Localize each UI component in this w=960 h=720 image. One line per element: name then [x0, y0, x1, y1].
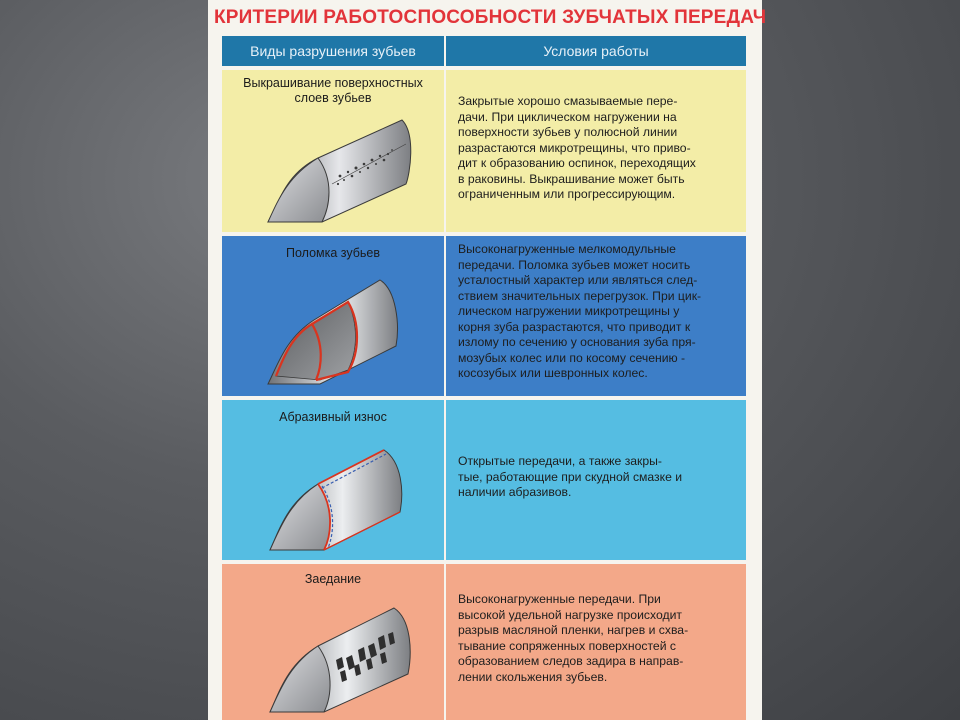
row4-desc-line: Высоконагруженные передачи. При	[458, 592, 661, 606]
row4-label: Заедание	[304, 572, 362, 586]
row1-damage-cell	[222, 70, 444, 232]
row2-desc-line: ствием значительных перегрузок. При цик-	[458, 288, 702, 303]
row2-desc-line: корня зуба разрастаются, что приводит к	[458, 319, 691, 334]
row2-desc-line: излому по сечению у основания зуба пря-	[458, 335, 696, 349]
row1-desc-line: дачи. При циклическом нагружении на	[458, 109, 677, 124]
row1-desc-line: Закрытые хорошо смазываемые пере-	[458, 94, 678, 108]
row2-desc-line: мозубых колес или по косому сечению -	[458, 350, 686, 365]
row1-label-line1: Выкрашивание поверхностных	[243, 76, 423, 90]
row3-label: Абразивный износ	[279, 410, 387, 424]
row1-conditions-cell	[446, 70, 746, 232]
row2-desc-line: лическом нагружении микротрещины у	[458, 304, 680, 318]
row2-damage-cell	[222, 236, 444, 396]
row1-description	[458, 94, 734, 203]
row2-desc-line: передачи. Поломка зубьев может носить	[458, 257, 691, 272]
row2-desc-line: косозубых или шевронных колес.	[458, 366, 648, 380]
worn-tooth-illustration	[262, 442, 432, 554]
row3-description	[458, 454, 734, 501]
row4-desc-line: лении скольжения зубьев.	[458, 669, 608, 684]
row1-desc-line: в раковины. Выкрашивание может быть	[458, 171, 685, 186]
row2-label: Поломка зубьев	[285, 246, 381, 260]
row4-desc-line: разрыв масляной пленки, нагрев и схва-	[458, 623, 689, 637]
row1-desc-line: ограниченным или прогрессирующим.	[458, 187, 676, 201]
row4-conditions-cell	[446, 564, 746, 720]
row4-desc-line: высокой удельной нагрузке происходит	[458, 607, 682, 622]
row3-desc-line: наличии абразивов.	[458, 485, 572, 499]
row1-desc-line: дит к образованию оспинок, переходящих	[458, 156, 696, 170]
row2-desc-line: усталостный характер или являться след-	[458, 273, 698, 287]
row2-desc-line: Высоконагруженные мелкомодульные	[458, 242, 676, 256]
row3-desc-line: тые, работающие при скудной смазке и	[458, 469, 683, 484]
poster	[208, 0, 767, 720]
row3-damage-cell	[222, 400, 444, 560]
row1-label	[222, 76, 444, 106]
scuffing-tooth-illustration	[262, 598, 432, 716]
row4-description	[458, 592, 734, 685]
row1-label-line2: слоев зубьев	[294, 91, 372, 105]
header-work-conditions: Условия работы	[446, 36, 746, 66]
row4-desc-line: образованием следов задира в направ-	[458, 654, 684, 668]
row1-desc-line: поверхности зубьев у полюсной линии	[458, 125, 678, 139]
row4-desc-line: тывание сопряженных поверхностей с	[458, 638, 676, 653]
row3-conditions-cell	[446, 400, 746, 560]
row2-conditions-cell	[446, 236, 746, 396]
header-damage-types: Виды разрушения зубьев	[222, 36, 444, 66]
row3-desc-line: Открытые передачи, а также закры-	[458, 454, 662, 468]
pitting-tooth-illustration	[260, 114, 430, 226]
row1-desc-line: разрастаются микротрещины, что приво-	[458, 140, 691, 155]
poster-title: КРИТЕРИИ РАБОТОСПОСОБНОСТИ ЗУБЧАТЫХ ПЕРЕДАЧ	[214, 7, 767, 28]
row4-damage-cell	[222, 564, 444, 720]
broken-tooth-illustration	[262, 272, 432, 388]
row2-description	[458, 242, 734, 382]
